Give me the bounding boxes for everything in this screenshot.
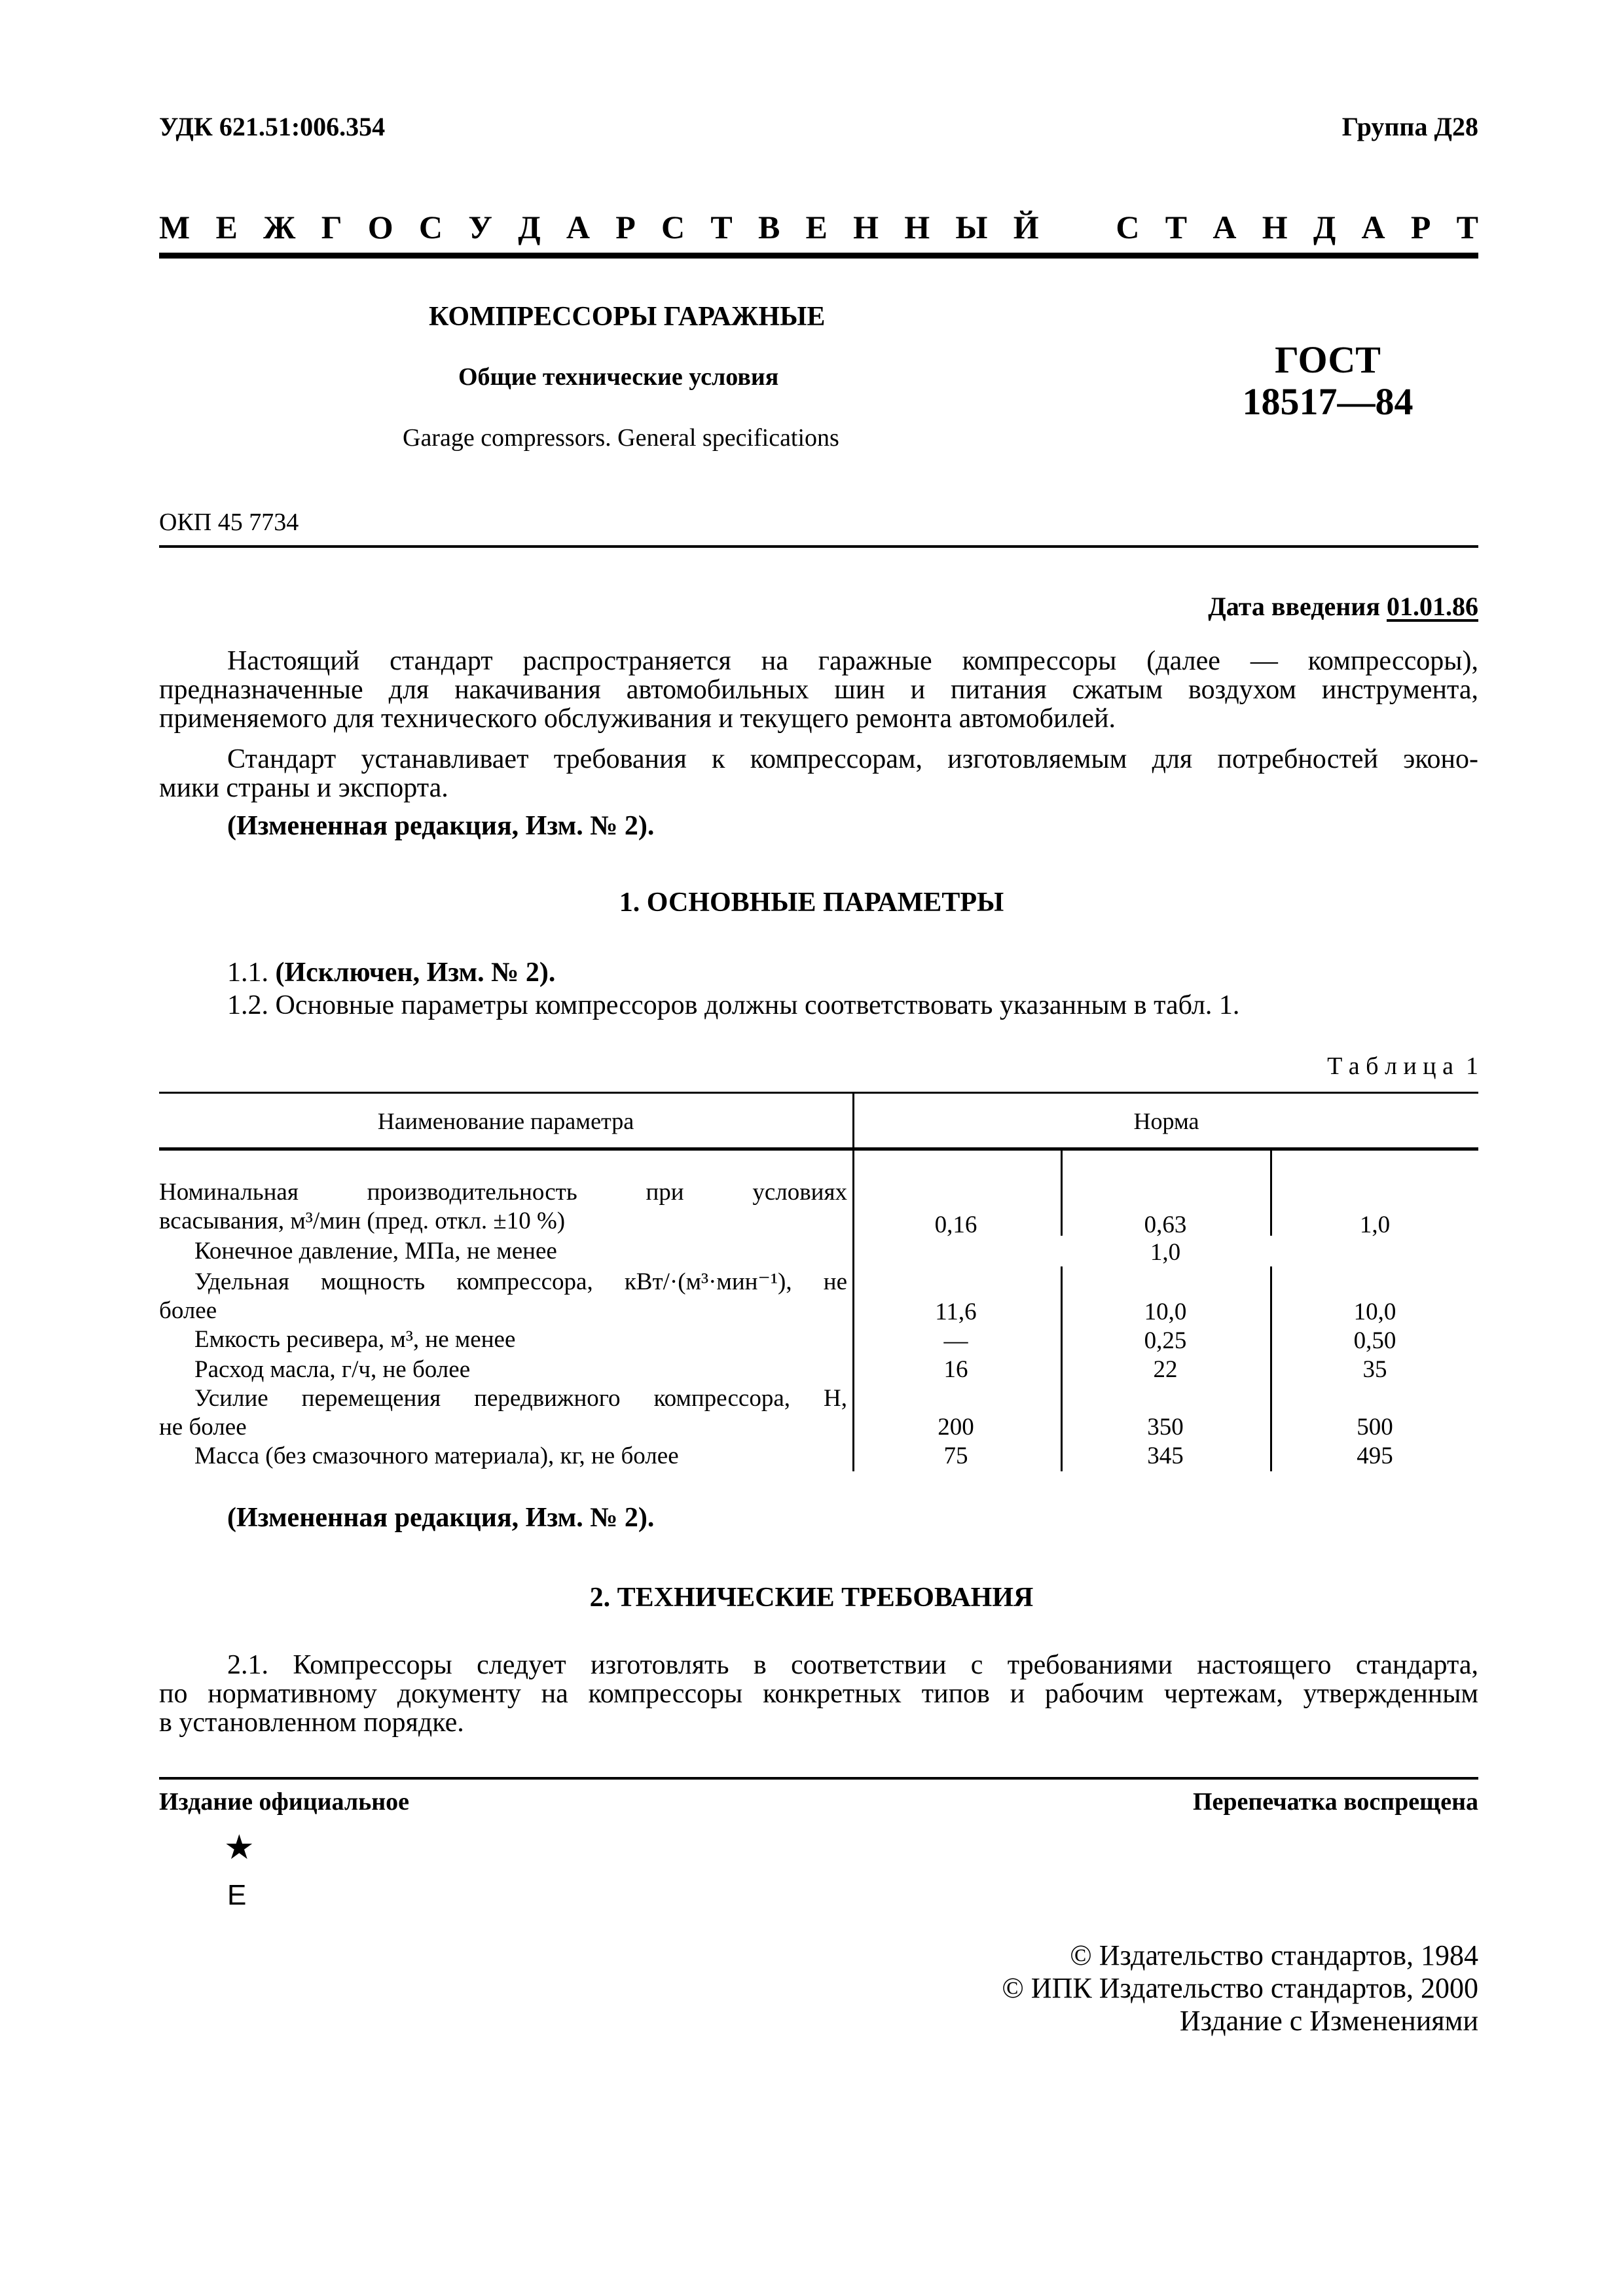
table-cell: 0,16 <box>934 1211 977 1238</box>
document-subtitle: Общие технические условия <box>458 363 779 391</box>
table-cell: 500 <box>1357 1414 1393 1441</box>
text-line: Стандарт устанавливает требования к компрессорам, изготовляемым для потребностей эконо- <box>227 744 1478 774</box>
reprint-prohibited: Перепечатка воспрещена <box>1192 1788 1478 1816</box>
gost-label: ГОСТ <box>1275 338 1381 381</box>
item-text: (Исключен, Изм. № 2). <box>275 958 556 988</box>
intro-date-value: 01.01.86 <box>1387 592 1478 621</box>
group-code: Группа Д28 <box>1341 112 1478 141</box>
udk-code: УДК 621.51:006.354 <box>159 112 386 141</box>
intro-revision-note: (Измененная редакция, Изм. № 2). <box>227 811 655 841</box>
table-row-param: всасывания, м³/мин (пред. откл. ±10 %) <box>159 1208 566 1234</box>
table-column-divider <box>852 1151 854 1471</box>
okp-code: ОКП 45 7734 <box>159 509 299 536</box>
table-cell: 22 <box>1153 1356 1178 1383</box>
official-edition: Издание официальное <box>159 1788 410 1816</box>
table-header-norm: Норма <box>1133 1108 1199 1134</box>
table-column-divider <box>1270 1266 1272 1471</box>
table-column-divider <box>1270 1151 1272 1236</box>
table-row-param: Конечное давление, МПа, не менее <box>194 1238 557 1265</box>
standard-banner: М Е Ж Г О С У Д А Р С Т В Е Н Н Ы Й С Т А Н Д А Р Т <box>159 209 1478 245</box>
edition-letter: Е <box>227 1879 247 1911</box>
table-cell: 1,0 <box>1150 1239 1181 1266</box>
table-label: Т а б л и ц а 1 <box>1327 1052 1478 1080</box>
table-row-param: Номинальная производительность при условиях <box>159 1179 847 1206</box>
text-line: 2.1. Компрессоры следует изготовлять в соответствии с требованиями настоящего стандарта, <box>227 1650 1478 1680</box>
table-cell: 0,50 <box>1353 1327 1396 1354</box>
table-row-param: Усилие перемещения передвижного компрессора, Н, <box>194 1385 847 1412</box>
english-title: Garage compressors. General specifications <box>403 424 839 452</box>
table-cell: 345 <box>1147 1443 1184 1469</box>
table-row-param: Емкость ресивера, м³, не менее <box>194 1326 516 1353</box>
table-header-rule <box>159 1147 1478 1151</box>
text-line: по нормативному документу на компрессоры конкретных типов и рабочим чертежам, утвержденным <box>159 1679 1478 1709</box>
table-cell: 495 <box>1357 1443 1393 1469</box>
table-row-param: не более <box>159 1414 247 1441</box>
footer-rule <box>159 1777 1478 1780</box>
banner-rule <box>159 253 1478 259</box>
copyright-1984: © Издательство стандартов, 1984 <box>1070 1939 1478 1971</box>
item-text: Основные параметры компрессоров должны соответствовать указанным в табл. 1. <box>275 990 1240 1020</box>
table-cell: 350 <box>1147 1414 1184 1441</box>
table-column-divider <box>1061 1151 1063 1236</box>
gost-number: 18517—84 <box>1242 380 1413 423</box>
item-1-1 <box>227 957 555 988</box>
text-line: в установленном порядке. <box>159 1708 464 1738</box>
table-cell: 200 <box>938 1414 974 1441</box>
table-cell: — <box>943 1327 968 1354</box>
edition-with-changes: Издание с Изменениями <box>1179 2005 1478 2037</box>
table-header-param: Наименование параметра <box>377 1108 634 1134</box>
table-cell: 10,0 <box>1144 1299 1187 1325</box>
section-2-paragraph <box>159 1651 1478 1737</box>
table-cell: 0,25 <box>1144 1327 1187 1354</box>
table-cell: 75 <box>943 1443 968 1469</box>
table-cell: 1,0 <box>1359 1211 1391 1238</box>
document-title: КОМПРЕССОРЫ ГАРАЖНЫЕ <box>429 302 826 332</box>
table-row-param: более <box>159 1297 217 1324</box>
table-cell: 10,0 <box>1353 1299 1396 1325</box>
intro-date-label: Дата введения <box>1208 592 1380 621</box>
intro-date <box>1208 591 1478 622</box>
intro-paragraph-2 <box>159 745 1478 802</box>
intro-paragraph-1 <box>159 647 1478 733</box>
copyright-2000: © ИПК Издательство стандартов, 2000 <box>1002 1972 1478 2004</box>
section-2-heading: 2. ТЕХНИЧЕСКИЕ ТРЕБОВАНИЯ <box>589 1583 1034 1613</box>
table-cell: 0,63 <box>1144 1211 1187 1238</box>
title-bottom-rule <box>159 545 1478 548</box>
item-1-2 <box>227 990 1239 1021</box>
table-top-rule <box>159 1092 1478 1094</box>
text-line: применяемого для технического обслуживания и текущего ремонта автомобилей. <box>159 704 1116 734</box>
text-line: Настоящий стандарт распространяется на гаражные компрессоры (далее — компрессоры), <box>227 646 1478 676</box>
table-column-divider <box>1061 1266 1063 1471</box>
item-number: 1.1. <box>227 958 268 988</box>
table-row-param: Удельная мощность компрессора, кВт/·(м³·мин⁻¹), не <box>194 1268 847 1295</box>
text-line: предназначенные для накачивания автомобильных шин и питания сжатым воздухом инструмента, <box>159 675 1478 705</box>
table-revision-note: (Измененная редакция, Изм. № 2). <box>227 1503 655 1533</box>
text-line: мики страны и экспорта. <box>159 773 448 803</box>
table-cell: 35 <box>1362 1356 1387 1383</box>
star-icon: ★ <box>224 1829 255 1867</box>
table-cell: 11,6 <box>935 1299 977 1325</box>
table-cell: 16 <box>943 1356 968 1383</box>
section-1-heading: 1. ОСНОВНЫЕ ПАРАМЕТРЫ <box>619 888 1004 918</box>
table-row-param: Масса (без смазочного материала), кг, не более <box>194 1443 679 1469</box>
item-number: 1.2. <box>227 990 268 1020</box>
table-row-param: Расход масла, г/ч, не более <box>194 1356 471 1383</box>
